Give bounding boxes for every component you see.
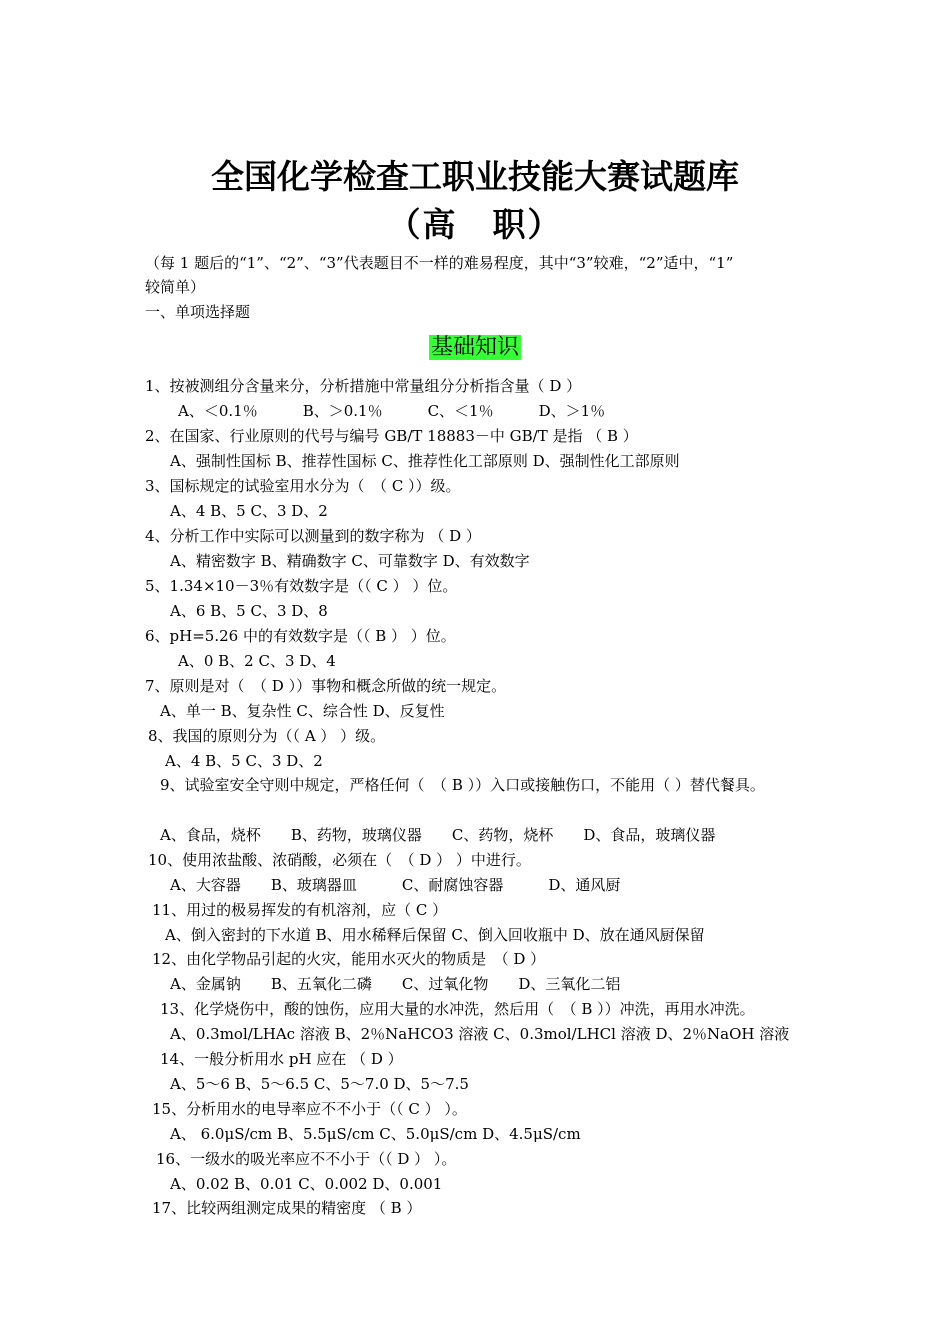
question-17: 17、比较两组测定成果的精密度 （ B ） — [152, 1199, 422, 1217]
question-9-options: A、食品，烧杯 B、药物，玻璃仪器 C、药物，烧杯 D、食品，玻璃仪器 — [160, 826, 716, 844]
difficulty-note-line-2: 较简单） — [145, 278, 206, 296]
question-11: 11、用过的极易挥发的有机溶剂，应（ C ） — [152, 901, 448, 919]
page-subtitle: （高 职） — [387, 205, 563, 244]
question-16: 16、一级水的吸光率应不不小于（（ D ） ）。 — [156, 1150, 457, 1168]
question-14-options: A、5～6 B、5～6.5 C、5～7.0 D、5～7.5 — [170, 1075, 469, 1093]
section-label-text: 基础知识 — [430, 335, 519, 360]
question-8-options: A、4 B、5 C、3 D、2 — [165, 752, 323, 770]
question-6-options: A、0 B、2 C、3 D、4 — [178, 652, 336, 670]
question-15-options: A、 6.0μS/cm B、5.5μS/cm C、5.0μS/cm D、4.5μS/cm — [170, 1125, 581, 1143]
question-13: 13、化学烧伤中，酸的蚀伤，应用大量的水冲洗，然后用（ （ B ））冲洗，再用水冲洗。 — [160, 1000, 755, 1018]
question-2: 2、在国家、行业原则的代号与编号 GB/T 18883－中 GB/T 是指 （ B ） — [145, 427, 638, 445]
question-6: 6、pH=5.26 中的有效数字是（（ B ） ）位。 — [145, 627, 456, 645]
question-9: 9、试验室安全守则中规定，严格任何（ （ B ））入口或接触伤口，不能用（ ）替代餐具。 — [160, 776, 765, 794]
section-label — [0, 333, 950, 363]
difficulty-note-line-1: （每 1 题后的“1”、“2”、“3”代表题目不一样的难易程度，其中“3”较难，“2”适中，“1” — [145, 254, 734, 272]
question-3-options: A、4 B、5 C、3 D、2 — [170, 502, 328, 520]
question-4-options: A、精密数字 B、精确数字 C、可靠数字 D、有效数字 — [170, 552, 530, 570]
question-5: 5、1.34×10－3％有效数字是（（ C ） ）位。 — [145, 577, 458, 595]
question-16-options: A、0.02 B、0.01 C、0.002 D、0.001 — [170, 1175, 443, 1193]
question-7-options: A、单一 B、复杂性 C、综合性 D、反复性 — [160, 702, 445, 720]
question-12: 12、由化学物品引起的火灾，能用水灭火的物质是 （ D ） — [152, 950, 546, 968]
question-3: 3、国标规定的试验室用水分为（ （ C ））级。 — [145, 477, 461, 495]
question-5-options: A、6 B、5 C、3 D、8 — [170, 602, 328, 620]
question-15: 15、分析用水的电导率应不不小于（（ C ） ）。 — [152, 1100, 467, 1118]
question-8: 8、我国的原则分为（（ A ） ）级。 — [148, 727, 386, 745]
question-10: 10、使用浓盐酸、浓硝酸，必须在（ （ D ） ）中进行。 — [148, 851, 531, 869]
page-title: 全国化学检查工职业技能大赛试题库 — [211, 157, 739, 196]
question-1: 1、按被测组分含量来分，分析措施中常量组分分析指含量（ D ） — [145, 377, 582, 395]
question-14: 14、一般分析用水 pH 应在 （ D ） — [160, 1050, 403, 1068]
part-heading: 一、单项选择题 — [145, 303, 251, 321]
question-12-options: A、金属钠 B、五氧化二磷 C、过氧化物 D、三氧化二铝 — [170, 975, 621, 993]
question-10-options: A、大容器 B、玻璃器皿 C、耐腐蚀容器 D、通风厨 — [170, 876, 621, 894]
question-1-options: A、＜0.1％ B、＞0.1％ C、＜1％ D、＞1％ — [178, 402, 606, 420]
question-2-options: A、强制性国标 B、推荐性国标 C、推荐性化工部原则 D、强制性化工部原则 — [170, 452, 680, 470]
question-13-options: A、0.3mol/LHAc 溶液 B、2％NaHCO3 溶液 C、0.3mol/LHCl 溶液 D、2％NaOH 溶液 — [170, 1025, 790, 1043]
question-11-options: A、倒入密封的下水道 B、用水稀释后保留 C、倒入回收瓶中 D、放在通风厨保留 — [165, 926, 705, 944]
question-4: 4、分析工作中实际可以测量到的数字称为 （ D ） — [145, 527, 481, 545]
question-7: 7、原则是对（ （ D ））事物和概念所做的统一规定。 — [145, 677, 507, 695]
